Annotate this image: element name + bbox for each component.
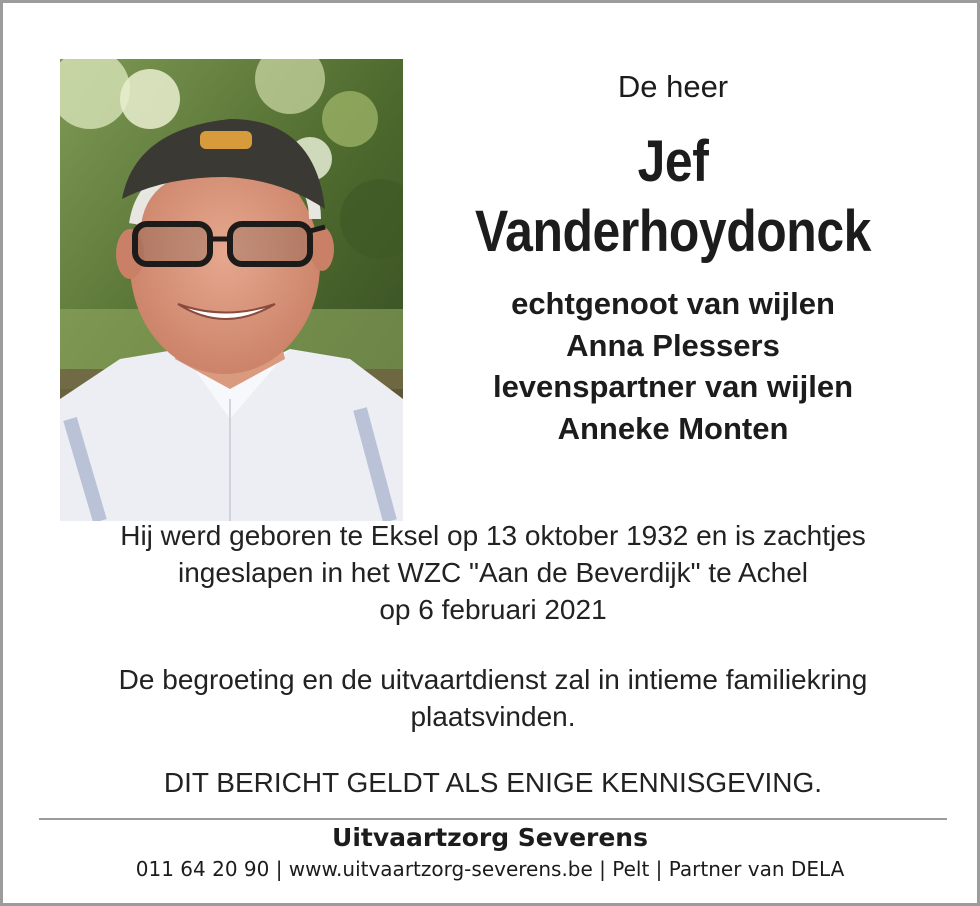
salutation: De heer — [617, 69, 729, 104]
relation-line: Anneke Monten — [557, 410, 789, 446]
text-line: plaatsvinden. — [410, 701, 576, 732]
relation-line: levenspartner van wijlen — [492, 369, 854, 404]
ceremony-text — [43, 661, 943, 735]
heading-block — [403, 59, 943, 449]
funeral-home-contact: 011 64 20 90 | www.uitvaartzorg-severens.be | Pelt | Partner van DELA — [135, 857, 845, 881]
first-name: Jef — [637, 129, 709, 194]
divider — [39, 818, 947, 820]
notice-text: DIT BERICHT GELDT ALS ENIGE KENNISGEVING. — [163, 767, 823, 798]
relation-line: Anna Plessers — [566, 327, 780, 363]
last-name: Vanderhoydonck — [475, 199, 871, 264]
text-line: ingeslapen in het WZC "Aan de Beverdijk" te Achel — [178, 557, 808, 588]
relations — [403, 283, 943, 449]
portrait-photo — [60, 59, 403, 521]
text-line: Hij werd geboren te Eksel op 13 oktober 1932 en is zachtjes — [120, 520, 866, 551]
birth-death-text — [43, 517, 943, 628]
text-line: op 6 februari 2021 — [379, 594, 607, 625]
funeral-home-name: Uitvaartzorg Severens — [332, 823, 648, 852]
relation-line: echtgenoot van wijlen — [511, 286, 835, 321]
text-line: De begroeting en de uitvaartdienst zal in intieme familiekring — [118, 664, 868, 695]
